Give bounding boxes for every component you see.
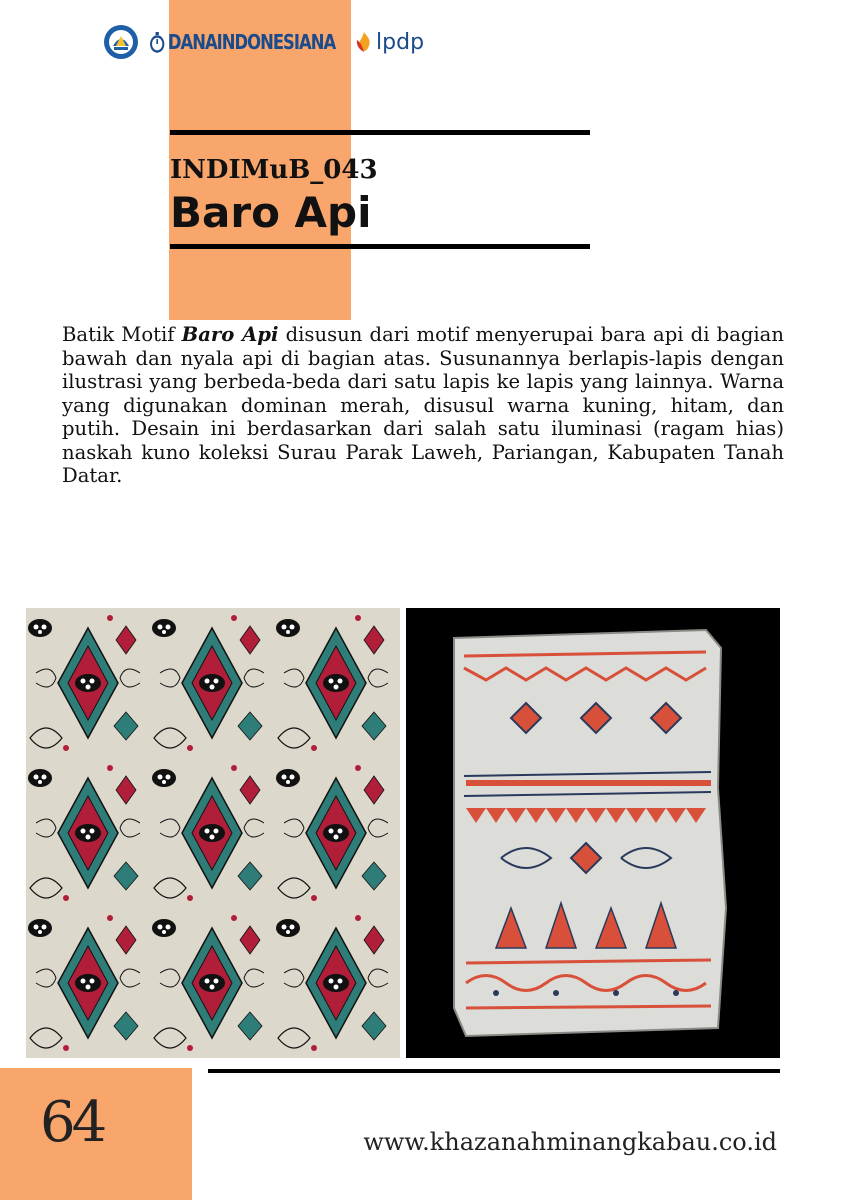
description-emphasis: Baro Api	[181, 323, 279, 346]
dana-indonesiana-logo	[149, 30, 335, 54]
motif-code: INDIMuB_043	[170, 155, 378, 185]
motif-title: Baro Api	[170, 188, 372, 237]
footer-rule	[208, 1069, 780, 1073]
flame-icon	[354, 30, 374, 54]
lpdp-text: lpdp	[376, 29, 425, 55]
sponsor-logos	[103, 22, 424, 62]
description-body: disusun dari motif menyerupai bara api di bagian bawah dan nyala api di bagian atas. Susunannya berlapis-lapis dengan ilustrasi yang berbeda-beda dari satu lapis ke lapis yang lainnya. Warna yang digunakan dominan merah, disusul warna kuning, hitam, dan putih. Desain ini berdasarkan dari salah satu iluminasi (ragam hias) naskah kuno koleksi Surau Parak Laweh, Pariangan, Kabupaten Tanah Datar.	[62, 323, 784, 487]
header-rule-bottom	[170, 244, 590, 249]
dana-indonesiana-text: DANAINDONESIANA	[167, 30, 336, 54]
batik-pattern-image	[26, 608, 400, 1058]
motif-description	[62, 323, 784, 488]
manuscript-illumination-photo	[406, 608, 780, 1058]
website-url: www.khazanahminangkabau.co.id	[363, 1128, 777, 1156]
kemdikbud-emblem-icon	[103, 24, 139, 60]
stopwatch-icon	[149, 31, 165, 53]
lpdp-logo	[354, 30, 424, 55]
description-prefix: Batik Motif	[62, 323, 182, 346]
header-rule-top	[170, 130, 590, 135]
page-number: 64	[40, 1090, 104, 1155]
